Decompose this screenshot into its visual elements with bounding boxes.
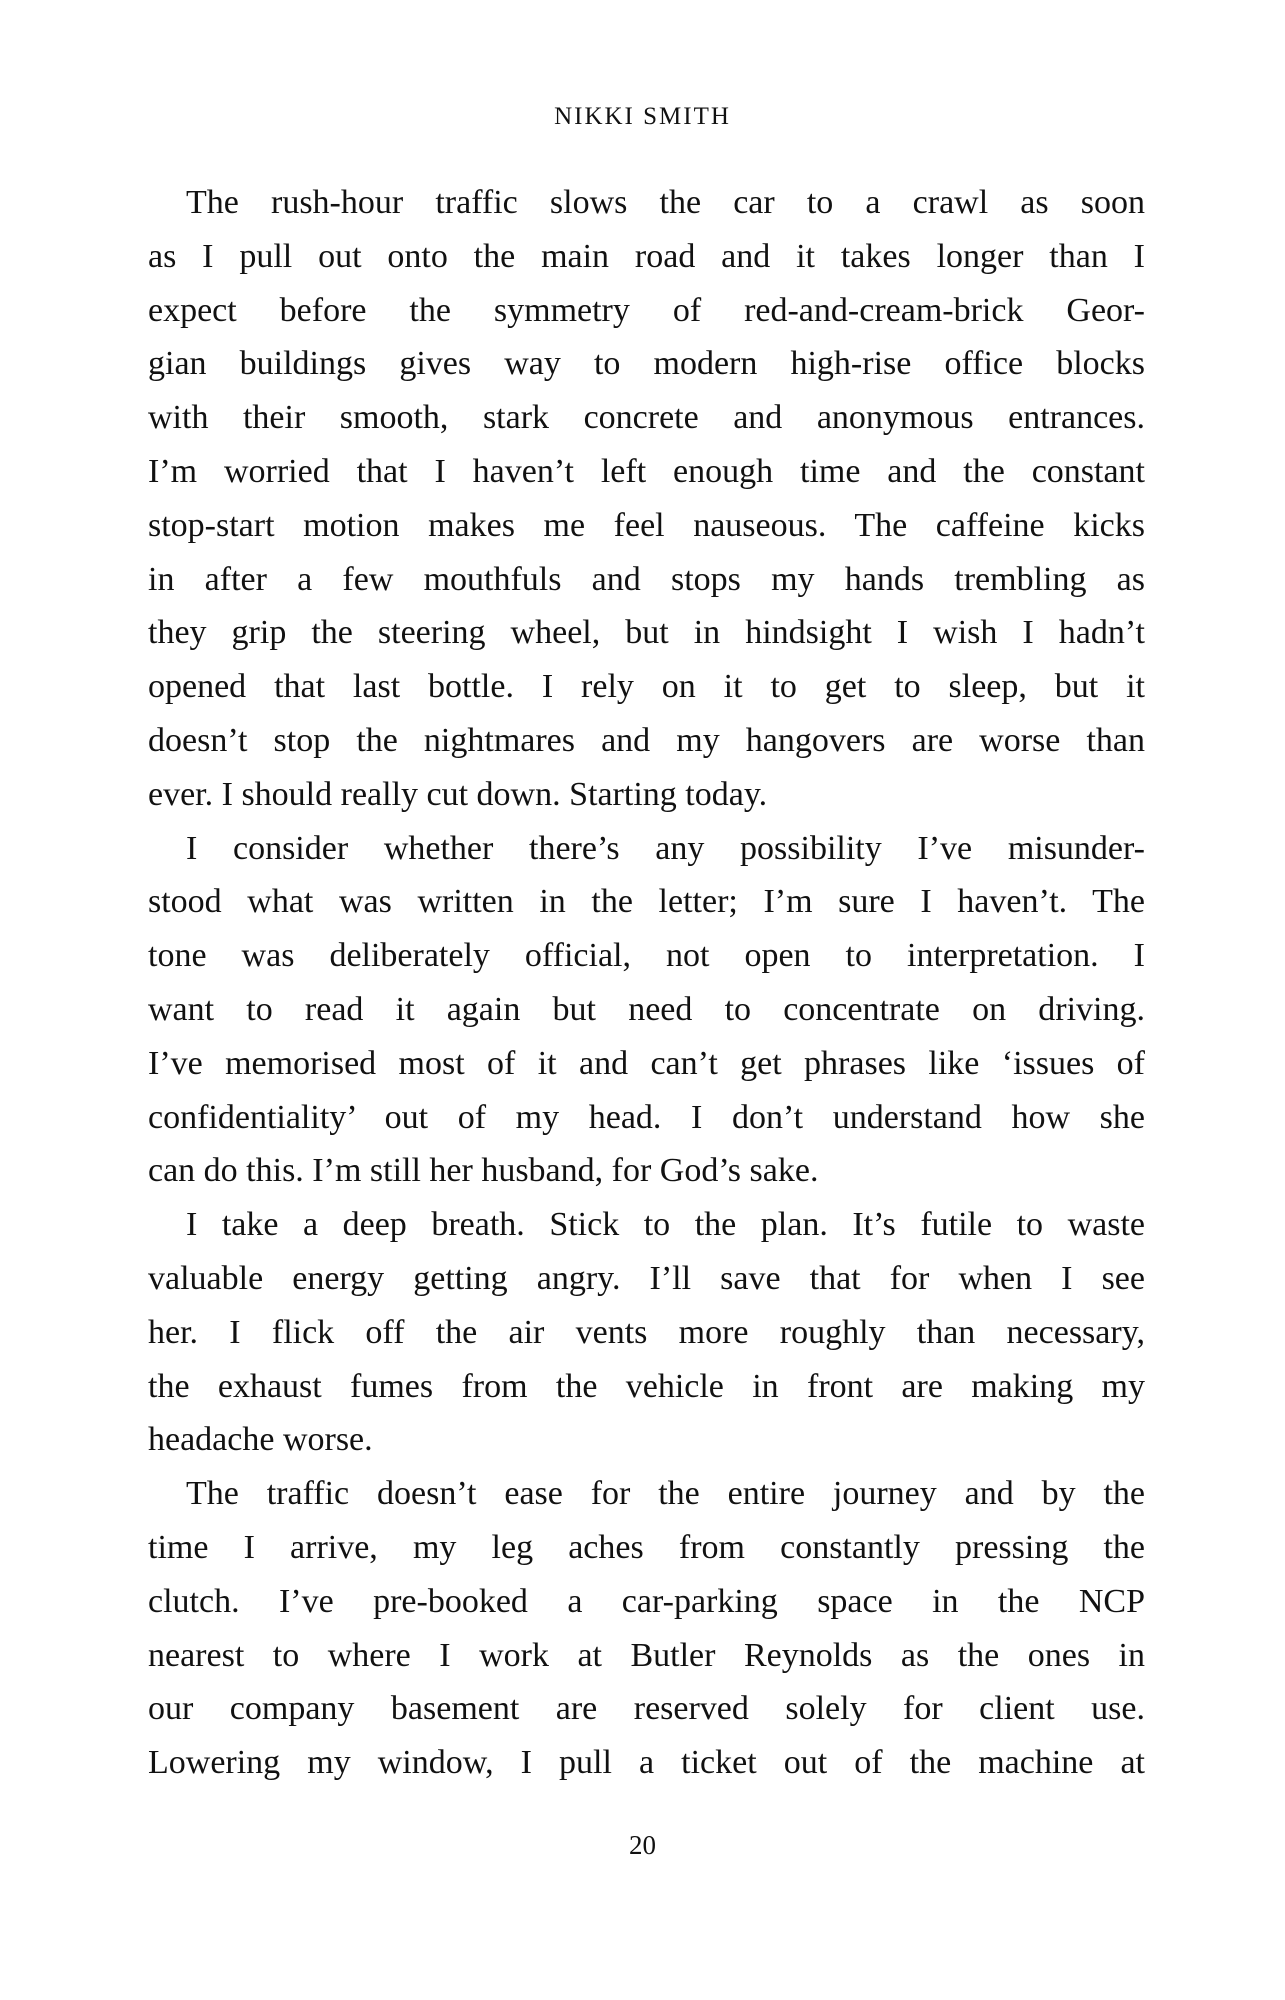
text-line: can do this. I’m still her husband, for God’s sake. bbox=[148, 1152, 819, 1190]
text-line: headache worse. bbox=[148, 1421, 373, 1459]
text-line: time I arrive, my leg aches from constantly pressing the bbox=[148, 1528, 1145, 1566]
text-line: opened that last bottle. I rely on it to get to sleep, but it bbox=[148, 668, 1145, 706]
text-line: gian buildings gives way to modern high-rise office blocks bbox=[148, 345, 1145, 383]
text-line: stood what was written in the letter; I’m sure I haven’t. The bbox=[148, 883, 1145, 921]
text-line: I consider whether there’s any possibility I’ve misunder- bbox=[186, 829, 1145, 867]
text-line: doesn’t stop the nightmares and my hangovers are worse than bbox=[148, 721, 1145, 759]
text-line: they grip the steering wheel, but in hindsight I wish I hadn’t bbox=[148, 614, 1145, 652]
running-head: NIKKI SMITH bbox=[554, 103, 731, 130]
text-line: nearest to where I work at Butler Reynolds as the ones in bbox=[148, 1636, 1145, 1674]
body-text bbox=[148, 176, 1145, 1790]
text-line: The traffic doesn’t ease for the entire journey and by the bbox=[186, 1475, 1145, 1513]
text-line: clutch. I’ve pre-booked a car-parking space in the NCP bbox=[148, 1582, 1145, 1620]
text-line: I’ve memorised most of it and can’t get phrases like ‘issues of bbox=[148, 1044, 1145, 1082]
text-line: I take a deep breath. Stick to the plan. It’s futile to waste bbox=[186, 1206, 1145, 1244]
text-line: I’m worried that I haven’t left enough time and the constant bbox=[148, 452, 1145, 490]
text-line: Lowering my window, I pull a ticket out of the machine at bbox=[148, 1744, 1145, 1782]
text-line: her. I flick off the air vents more roughly than necessary, bbox=[148, 1313, 1145, 1351]
text-line: tone was deliberately official, not open to interpretation. I bbox=[148, 937, 1145, 975]
text-line: the exhaust fumes from the vehicle in front are making my bbox=[148, 1367, 1145, 1405]
text-line: valuable energy getting angry. I’ll save that for when I see bbox=[148, 1259, 1145, 1297]
text-line: with their smooth, stark concrete and anonymous entrances. bbox=[148, 399, 1145, 437]
page-number: 20 bbox=[629, 1830, 656, 1860]
text-line: ever. I should really cut down. Starting today. bbox=[148, 775, 768, 813]
text-line: expect before the symmetry of red-and-cream-brick Geor- bbox=[148, 291, 1145, 329]
text-line: confidentiality’ out of my head. I don’t understand how she bbox=[148, 1098, 1145, 1136]
text-line: our company basement are reserved solely for client use. bbox=[148, 1690, 1145, 1728]
text-line: want to read it again but need to concentrate on driving. bbox=[148, 990, 1145, 1028]
text-line: stop-start motion makes me feel nauseous. The caffeine kicks bbox=[148, 506, 1145, 544]
text-line: in after a few mouthfuls and stops my hands trembling as bbox=[148, 560, 1145, 598]
text-line: as I pull out onto the main road and it takes longer than I bbox=[148, 237, 1145, 275]
text-line: The rush-hour traffic slows the car to a crawl as soon bbox=[186, 184, 1145, 221]
